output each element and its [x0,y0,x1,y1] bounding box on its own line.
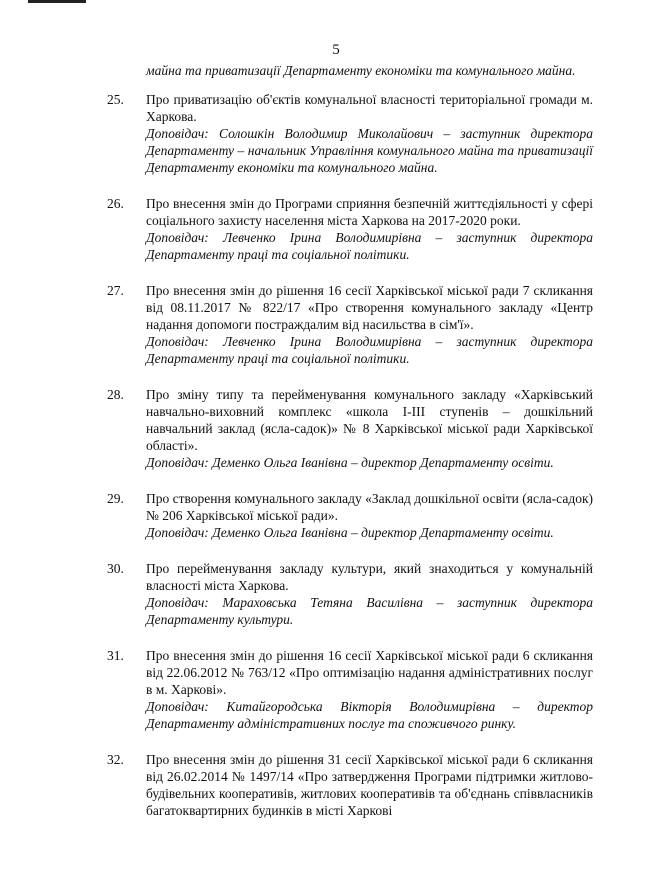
item-title: Про внесення змін до Програми сприяння безпечній життєдіяльності у сфері соціального захисту населення міста Харкова на 2017-2020 роки. [146,196,593,228]
agenda-content [107,62,593,819]
item-title: Про внесення змін до рішення 16 сесії Харківської міської ради 6 скликання від 22.06.2012 № 763/12 «Про оптимізацію надання адміністративних послуг в м. Харкові». [146,648,593,697]
agenda-item-32 [107,751,593,819]
item-reporter: Доповідач: Деменко Ольга Іванівна – директор Департаменту освіти. [146,525,554,540]
item-title: Про перейменування закладу культури, який знаходиться у комунальній власності міста Харкова. [146,561,593,593]
item-title: Про приватизацію об'єктів комунальної власності територіальної громади м. Харкова. [146,92,593,124]
item-reporter: Доповідач: Солошкін Володимир Миколайович – заступник директора Департаменту – начальник Управління комунального майна та приватизації Департаменту економіки та комунального майна. [146,126,593,175]
item-number: 28. [107,387,124,402]
item-number: 25. [107,92,124,107]
item-number: 29. [107,491,124,506]
item-title: Про створення комунального закладу «Заклад дошкільної освіти (ясла-садок) № 206 Харківської міської ради». [146,491,593,523]
item-title: Про внесення змін до рішення 16 сесії Харківської міської ради 7 скликання від 08.11.2017 № 822/17 «Про створення комунального закладу «Центр надання допомоги постраждалим від насильства в сім'ї». [146,283,593,332]
item-reporter: Доповідач: Мараховська Тетяна Василівна – заступник директора Департаменту культури. [146,595,593,627]
page-number: 5 [332,42,340,58]
item-title: Про внесення змін до рішення 31 сесії Харківської міської ради 6 скликання від 26.02.2014 № 1497/14 «Про затвердження Програми підтримки житлово-будівельних кооперативів, житлових кооперативів та об'єднань співвласників багатоквартирних будинків в місті Харкові [146,752,593,818]
item-reporter: Доповідач: Левченко Ірина Володимирівна – заступник директора Департаменту праці та соціальної політики. [146,230,593,262]
agenda-item-30 [107,560,593,628]
agenda-item-27 [107,282,593,367]
item-title: Про зміну типу та перейменування комунального закладу «Харківський навчально-виховний комплекс «школа І-ІІІ ступенів – дошкільний навчальний заклад (ясла-садок)» № 8 Харківської міської ради Харківської області». [146,387,593,453]
item-number: 32. [107,752,124,767]
item-number: 31. [107,648,124,663]
scan-mark [28,0,86,3]
item-number: 26. [107,196,124,211]
agenda-item-28 [107,386,593,471]
continuation-text: майна та приватизації Департаменту економіки та комунального майна. [146,63,576,78]
item-reporter: Доповідач: Китайгородська Вікторія Володимирівна – директор Департаменту адміністративних послуг та споживчого ринку. [146,699,593,731]
agenda-item-25 [107,91,593,176]
agenda-item-31 [107,647,593,732]
item-reporter: Доповідач: Левченко Ірина Володимирівна – заступник директора Департаменту праці та соціальної політики. [146,334,593,366]
agenda-item-26 [107,195,593,263]
item-number: 30. [107,561,124,576]
agenda-item-29 [107,490,593,541]
item-reporter: Доповідач: Деменко Ольга Іванівна – директор Департаменту освіти. [146,455,554,470]
item-number: 27. [107,283,124,298]
